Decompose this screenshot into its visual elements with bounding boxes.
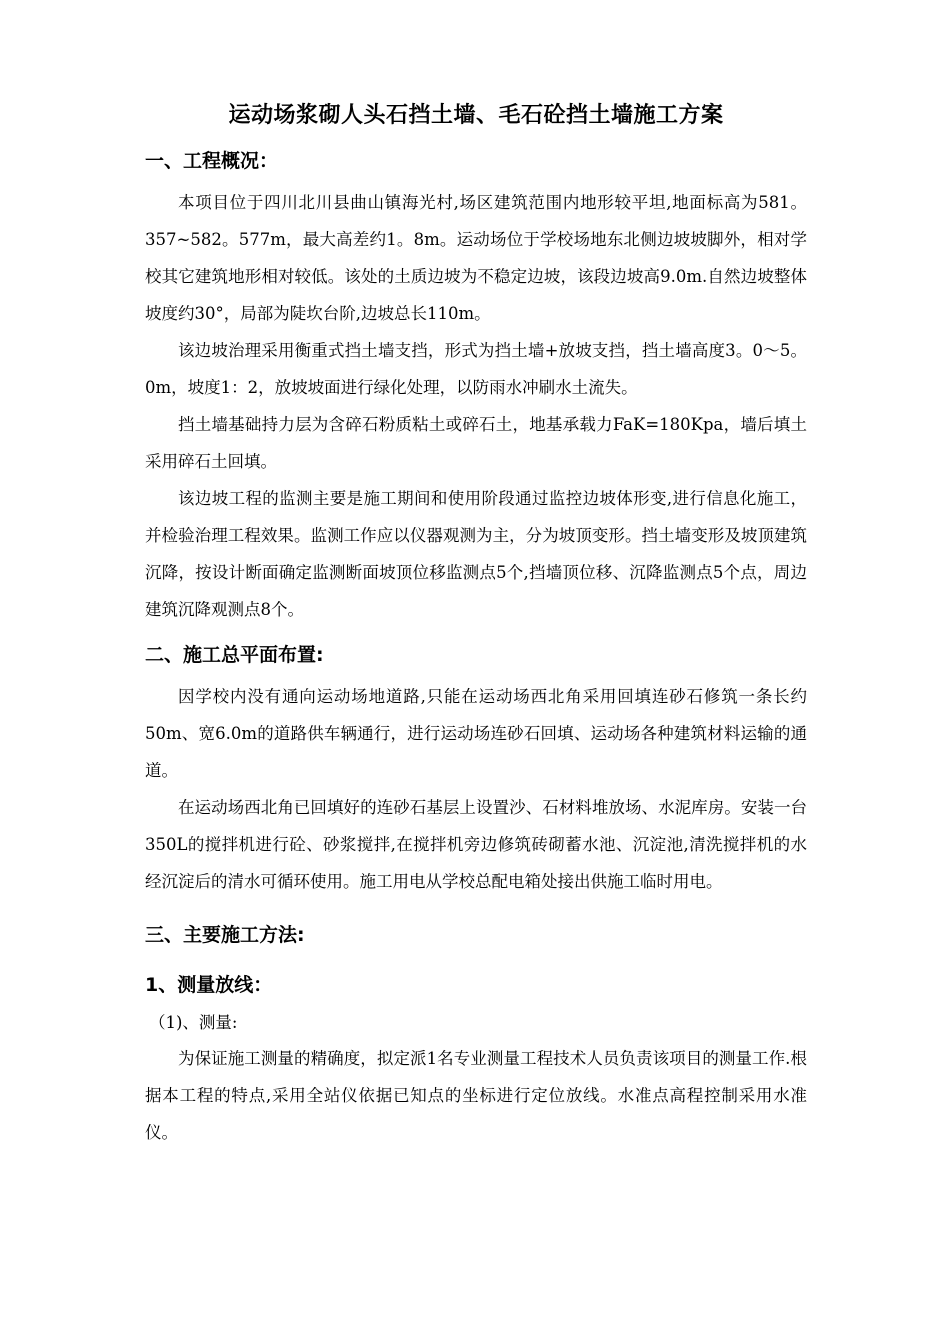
paragraph: 该边坡治理采用衡重式挡土墙支挡，形式为挡土墙+放坡支挡，挡土墙高度3。0～5。0m，坡度1：2，放坡坡面进行绿化处理，以防雨水冲刷水土流失。 <box>145 341 807 397</box>
document-title: 运动场浆砌人头石挡土墙、毛石砼挡土墙施工方案 <box>228 103 724 128</box>
paragraph: 挡土墙基础持力层为含碎石粉质粘土或碎石土，地基承载力FaK=180Kpa，墙后填土采用碎石土回填。 <box>145 415 807 471</box>
sub-item-heading: （1)、测量: <box>149 1013 238 1032</box>
paragraph: 为保证施工测量的精确度，拟定派1名专业测量工程技术人员负责该项目的测量工作.根据本工程的特点,采用全站仪依据已知点的坐标进行定位放线。水准点高程控制采用水准仪。 <box>145 1049 807 1142</box>
paragraph: 该边坡工程的监测主要是施工期间和使用阶段通过监控边坡体形变,进行信息化施工，并检验治理工程效果。监测工作应以仪器观测为主，分为坡顶变形。挡土墙变形及坡顶建筑沉降，按设计断面确定监测断面坡顶位移监测点5个,挡墙顶位移、沉降监测点5个点，周边建筑沉降观测点8个。 <box>145 489 807 619</box>
section-heading-site-layout: 二、施工总平面布置: <box>145 644 324 666</box>
section-heading-construction-methods: 三、主要施工方法: <box>145 924 305 946</box>
section-heading-overview: 一、工程概况： <box>145 150 279 172</box>
paragraph: 因学校内没有通向运动场地道路,只能在运动场西北角采用回填连砂石修筑一条长约50m、宽6.0m的道路供车辆通行，进行运动场连砂石回填、运动场各种建筑材料运输的通道。 <box>145 687 807 780</box>
document-page <box>145 96 807 1151</box>
subsection-heading-survey: 1、测量放线： <box>145 974 273 996</box>
paragraph: 在运动场西北角已回填好的连砂石基层上设置沙、石材料堆放场、水泥库房。安装一台350L的搅拌机进行砼、砂浆搅拌,在搅拌机旁边修筑砖砌蓄水池、沉淀池,清洗搅拌机的水经沉淀后的清水可循环使用。施工用电从学校总配电箱处接出供施工临时用电。 <box>145 798 807 891</box>
paragraph: 本项目位于四川北川县曲山镇海光村,场区建筑范围内地形较平坦,地面标高为581。357~582。577m，最大高差约1。8m。运动场位于学校场地东北侧边坡坡脚外，相对学校其它建筑地形相对较低。该处的土质边坡为不稳定边坡，该段边坡高9.0m.自然边坡整体坡度约30°，局部为陡坎台阶,边坡总长110m。 <box>145 193 807 323</box>
